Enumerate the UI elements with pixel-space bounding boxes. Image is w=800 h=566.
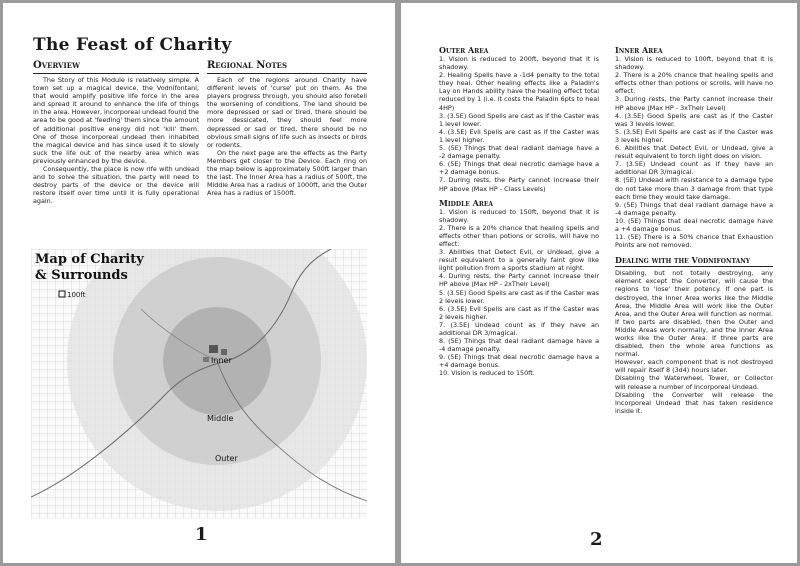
overview-paragraph: The Story of this Module is relatively simple. A town set up a magical device, the Vodnifontani, that would amplify positive life force in the area and spread it around to enhance the life of things in the area. However, incorporeal undead found the area to be good at 'feeding' them since the amount of additional positive energy did not 'kill' them. One of those incorporeal undead then inhabited the magical device and has since used it to slowly suck the life out of the nearby area which was previously enhanced by the device. (33, 76, 199, 165)
list-item: 4. (3.5E) Good Spells are cast as if the Caster was 3 levels lower. (615, 111, 773, 128)
column-right (615, 43, 773, 415)
regional-notes-section (207, 60, 367, 197)
page-title: The Feast of Charity (33, 35, 232, 55)
list-item: 7. (3.5E) Undead count as if they have an additional DR 3/magical. (615, 160, 773, 177)
device-building (209, 345, 218, 353)
overview-heading: Overview (33, 60, 199, 74)
list-item: 6. Abilities that Detect Evil, or Undead, give a result equivalent to torch light does on vision. (615, 144, 773, 161)
list-item: 10. Vision is reduced to 150ft. (439, 369, 535, 378)
list-item: 5. (3.5E) Good Spells are cast as if the Caster was 2 levels lower. (439, 288, 599, 305)
list-item: 7. (3.5E) Undead count as if they have an additional DR 3/magical. (439, 320, 599, 337)
vodni-paragraph: However, each component that is not destroyed will repair itself 8 (3d4) hours later. (615, 358, 773, 375)
list-item: 1. Vision is reduced to 200ft, beyond that it is shadowy. (439, 55, 599, 72)
list-item: 1. Vision is reduced to 100ft, beyond that it is shadowy. (615, 55, 773, 72)
vodni-paragraph: Disabling, but not totally destroying, any element except the Converter, will cause the regions to 'lose' their potency. If one part is destroyed, the Inner Area works like the Middle Area, the Middle Area will work like the Outer Area, and the Outer Area will function as normal. If two parts are disabled, then the Outer and Middle Areas work normally, and the Inner Area works like the Outer Area. If three parts are disabled, then the whole area functions as normal. (615, 269, 773, 359)
page-2 (401, 3, 797, 563)
list-item: 2. There is a 20% chance that healing spells and effects other than potions or scrolls, will have no effect. (439, 223, 599, 248)
device-building (221, 349, 227, 355)
page-number: 2 (590, 529, 603, 550)
vodni-paragraph: Disabling the Converter will release the Incorporeal Undead that has taken residence inside it. (615, 390, 773, 415)
overview-section (33, 60, 199, 206)
map-title: & Surrounds (35, 268, 128, 283)
list-item: 2. There is a 20% chance that healing spells and effects other than potions or scrolls, will have no effect. (615, 71, 773, 96)
list-item: 11. (5E) There is a 50% chance that Exhaustion Points are not removed. (615, 233, 773, 250)
regional-notes-heading: Regional Notes (207, 60, 367, 74)
list-item: 6. (5E) Things that deal necrotic damage have a +2 damage bonus. (439, 160, 599, 177)
list-item: 6. (3.5E) Evil Spells are cast as if the Caster was 2 levels higher. (439, 304, 599, 321)
map-title: Map of Charity (35, 252, 144, 267)
list-item: 2. Healing Spells have a -1d4 penalty to the total they heal. Other healing effects like a Paladin's Lay on Hands ability have the healing effect total reduced by 1 (i.e. it costs the Paladin 6pts to heal 4HP) (439, 71, 599, 112)
scale-label: 100ft (67, 291, 86, 299)
map-of-charity (31, 249, 367, 519)
list-item: 1. Vision is reduced to 150ft, beyond that it is shadowy. (439, 207, 599, 224)
list-item: 5. (3.5E) Evil Spells are cast as if the Caster was 3 levels higher. (615, 127, 773, 144)
list-item: 7. During rests, the Party cannot increase their HP above (Max HP - Class Levels) (439, 176, 599, 193)
column-left (439, 43, 599, 378)
inner-area-heading: Inner Area (615, 45, 663, 55)
list-item: 9. (5E) Things that deal radiant damage have a -4 damage penalty. (615, 200, 773, 217)
device-building (203, 357, 209, 362)
middle-area-heading: Middle Area (439, 197, 494, 208)
vodni-paragraph: Disabling the Waterwheel, Tower, or Collector will release a number of Incorporeal Undead. (615, 374, 773, 391)
regional-paragraph: On the next page are the effects as the Party Members get closer to the Device. Each ring on the map below is approximately 500ft larger than the last. The Inner Area has a radius of 500ft, the Middle Area has a radius of 1000ft, and the Outer Area has a radius of 1500ft. (207, 148, 367, 198)
overview-paragraph: Consequently, the place is now rife with undead and to solve the situation, the party will need to destroy parts of the device or the device will restore itself over time until it is fully operational again. (33, 165, 199, 206)
list-item: 3. During rests, the Party cannot increase their HP above (Max HP - 3xTheir Level) (615, 95, 773, 112)
list-item: 4. (3.5E) Evil Spells are cast as if the Caster was 1 level higher. (439, 127, 599, 144)
list-item: 4. During rests, the Party cannot increase their HP above (Max HP - 2xTheir Level) (439, 272, 599, 289)
list-item: 3. Abilities that Detect Evil, or Undead, give a result equivalent to a generally faint glow like light pollution from a sports stadium at night. (439, 248, 599, 273)
page-1 (3, 3, 395, 563)
list-item: 3. (3.5E) Good Spells are cast as if the Caster was 1 level lower. (439, 111, 599, 128)
label-inner: Inner (211, 356, 232, 365)
outer-area-heading: Outer Area (439, 45, 489, 55)
label-outer: Outer (215, 454, 238, 463)
list-item: 9. (5E) Things that deal necrotic damage have a +4 damage bonus. (439, 353, 599, 370)
list-item: 8. (5E) Things that deal radiant damage have a -4 damage penalty. (439, 337, 599, 354)
list-item: 10. (5E) Things that deal necrotic damage have a +4 damage bonus. (615, 216, 773, 233)
label-middle: Middle (207, 414, 234, 423)
regional-paragraph: Each of the regions around Charity have different levels of 'curse' put on them. As the players progress through, you should also foretell the worsening of conditions. The land should be more depressed or sad or tired, there should be more dessicated, they should feel more depressed or sad or tired, there should be no obvious small signs of life such as insects or birds or rodents. (207, 76, 367, 149)
list-item: 8. (5E) Undead with resistance to a damage type do not take more than 3 damage from that type each time they would take damage. (615, 176, 773, 201)
vodnifontany-heading: Dealing with the Vodnifontany (615, 255, 773, 267)
list-item: 5. (5E) Things that deal radiant damage have a -2 damage penalty. (439, 144, 599, 161)
page-number: 1 (195, 524, 208, 545)
